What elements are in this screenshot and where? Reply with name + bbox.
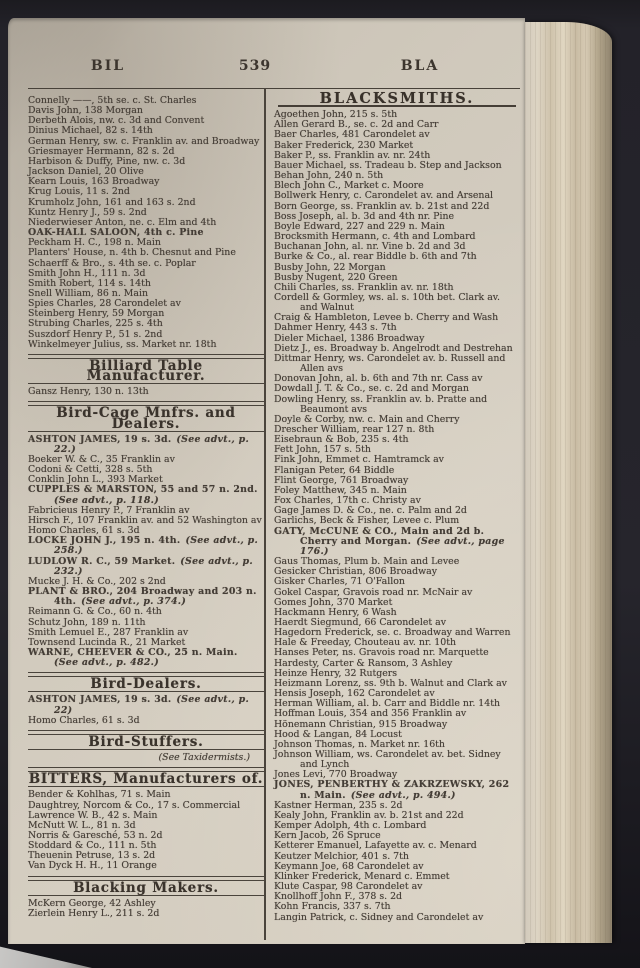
directory-entry: Donovan John, al. b. 6th and 7th nr. Cass av [274,373,483,385]
directory-entry: Doyle & Corby, nw. c. Main and Cherry [274,413,460,425]
directory-entry: Kern Jacob, 26 Spruce [274,830,381,842]
billiard-saloons-continued-list [28,96,264,350]
directory-entry: Niederwieser Anton, ne. c. Elm and 4th [28,216,217,228]
directory-entry: Allen Gerard B., se. c. 2d and Carr [274,119,439,131]
scanner-corner-artifact [0,942,92,968]
directory-entry: Lawrence W. B., 42 s. Main [28,809,158,821]
section-title: Bird-Stuffers. [88,733,204,750]
see-advt-note: (See advt., p. 374.) [76,596,187,608]
directory-entry: Hagedorn Frederick, se. c. Broadway and Warren [274,627,511,639]
section-cross-reference: (See Taxidermists.) [158,752,250,764]
directory-entry: McKern George, 42 Ashley [28,897,156,909]
directory-entry: LOCKE JOHN J., 195 n. 4th. (See advt., p. 258.) [28,535,259,557]
directory-entry: McNutt W. L., 81 n. 3d [28,819,136,831]
directory-entry: Derbeth Alois, nw. c. 3d and Convent [28,115,205,127]
directory-entry: Garlichs, Beck & Fisher, Levee c. Plum [274,515,460,527]
directory-entry: Krumholz John, 161 and 163 s. 2nd [28,196,196,208]
directory-entry: Blech John C., Market c. Moore [274,180,424,192]
directory-entry: Bender & Kohlhas, 71 s. Main [28,789,171,801]
directory-entry: Snell William, 86 n. Main [28,287,149,299]
directory-entry: GATY, McCUNE & CO., Main and 2d b. Cherry and Morgan. (See advt., page 176.) [274,525,505,557]
directory-entry: Jones Levi, 770 Broadway [274,769,398,781]
directory-entry: Born George, ss. Franklin av. b. 21st and 22d [274,200,490,212]
directory-entry: PLANT & BRO., 204 Broadway and 203 n. 4th. (See advt., p. 374.) [28,586,257,608]
directory-entry: WARNE, CHEEVER & CO., 25 n. Main. (See advt., p. 482.) [28,646,243,669]
directory-entry: Johnson William, ws. Carondelet av. bet. Sidney and Lynch [274,749,501,771]
directory-entry: Hönemann Christian, 915 Broadway [274,718,448,730]
section-title: Billiard Table Manufacturer. [86,357,206,385]
section-title: Blacking Makers. [73,879,219,896]
directory-entry: Kohn Francis, 337 s. 7th [274,901,391,913]
right-column [274,90,520,923]
directory-entry: Hensis Joseph, 162 Carondelet av [274,688,435,700]
directory-entry: Codoni & Cetti, 328 s. 5th [28,464,153,476]
directory-entry: Flanigan Peter, 64 Biddle [274,464,395,476]
directory-entry: Baker P., ss. Franklin av. nr. 24th [274,149,431,161]
see-advt-note: (See advt., p. 258.) [54,535,259,557]
directory-entry: Eisebraun & Bob, 235 s. 4th [274,434,409,446]
directory-entry: Brocksmith Hermann, c. 4th and Lombard [274,231,476,243]
directory-entry: Herman William, al. b. Carr and Biddle nr. 14th [274,698,501,710]
column-divider [264,88,266,940]
directory-entry: Jackson Daniel, 20 Olive [28,166,144,178]
directory-entry: ASHTON JAMES, 19 s. 3d. (See advt., p. 22.) [28,433,250,455]
header-left-guide: BIL [90,58,126,74]
directory-entry: Dowdall J. T. & Co., se. c. 2d and Morgan [274,383,469,395]
blacksmiths-heading: BLACKSMITHS. [278,94,516,107]
section-title: Bird-Dealers. [90,676,202,693]
directory-entry: Hale & Freeday, Chouteau av. nr. 10th [274,637,457,649]
directory-entry: Klute Caspar, 98 Carondelet av [274,881,423,893]
directory-entry: Townsend Lucinda R., 21 Market [28,636,186,648]
directory-entry: Kealy John, Franklin av. b. 21st and 22d [274,809,464,821]
header-rule [28,88,520,89]
directory-entry: Kearn Louis, 163 Broadway [28,176,160,188]
directory-entry: Kemper Adolph, 4th c. Lombard [274,820,427,832]
blacksmiths-list [274,110,520,923]
directory-entry: Boyle Edward, 227 and 229 n. Main [274,220,445,232]
directory-entry: Spies Charles, 28 Carondelet av [28,298,181,310]
directory-entry: Busby Nugent, 220 Green [274,271,398,283]
directory-section [28,730,264,763]
directory-entry: Hackmann Henry, 6 Wash [274,606,397,618]
directory-entry: Stoddard & Co., 111 n. 5th [28,840,157,852]
directory-section [28,767,264,871]
directory-section [28,876,264,919]
directory-entry: Drescher William, rear 127 n. 8th [274,424,435,435]
directory-entry: Van Dyck H. H., 11 Orange [28,860,157,872]
directory-entry: Haerdt Siegmund, 66 Carondelet av [274,616,447,628]
directory-entry: Zierlein Henry L., 211 s. 2d [28,907,160,919]
directory-entry: CUPPLES & MARSTON, 55 and 57 n. 2nd. (See advt., p. 118.) [28,484,263,506]
directory-entry: Klinker Frederick, Menard c. Emmet [274,870,450,882]
directory-entry: Fink John, Emmet c. Hamtramck av [274,454,444,466]
directory-entry: Gesicker Christian, 806 Broadway [274,566,438,578]
directory-entry: Dinius Michael, 82 s. 14th [28,125,153,137]
directory-entry: Smith John H., 111 n. 3d [28,267,146,279]
directory-entry: LUDLOW R. C., 59 Market. (See advt., p. 232.) [28,555,253,577]
directory-entry: Dieler Michael, 1386 Broadway [274,332,425,344]
directory-entry: Davis John, 138 Morgan [28,105,143,117]
directory-entry: Heizmann Lorenz, ss. 9th b. Walnut and Clark av [274,677,507,689]
directory-entry: Hardesty, Carter & Ransom, 3 Ashley [274,657,453,669]
directory-entry: Schaerff & Bro., s. 4th se. c. Poplar [28,257,196,269]
directory-entry: Kastner Herman, 235 s. 2d [274,799,403,811]
directory-entry: Bollwerk Henry, c. Carondelet av. and Arsenal [274,190,494,202]
directory-entry: JONES, PENBERTHY & ZAKRZEWSKY, 262 n. Main. (See advt., p. 494.) [274,779,510,801]
directory-entry: Norris & Garesché, 53 n. 2d [28,830,163,841]
directory-entry: Gokel Caspar, Gravois road nr. McNair av [274,586,473,598]
directory-entry: Agoethen John, 215 s. 5th [274,109,398,121]
directory-entry: Johnson Thomas, n. Market nr. 16th [274,738,445,750]
page-header [8,58,525,84]
directory-entry: Dietz J., es. Broadway b. Angelrodt and Destrehan [274,342,513,354]
see-advt-note: (See advt., p. 118.) [54,484,263,506]
directory-entry: Peckham H. C., 198 n. Main [28,237,161,249]
directory-section [28,401,264,668]
directory-entry: Homo Charles, 61 s. 3d [28,525,140,537]
see-advt-note: (See advt., p. 482.) [54,646,243,669]
directory-entry: Heinze Henry, 32 Rutgers [274,667,398,679]
directory-entry: Craig & Hambleton, Levee b. Cherry and Wash [274,312,499,324]
directory-entry: Baer Charles, 481 Carondelet av [274,129,430,141]
directory-entry: Boss Joseph, al. b. 3d and 4th nr. Pine [274,210,455,222]
directory-entry: Dittmar Henry, ws. Carondelet av. b. Russell and Allen avs [274,352,506,375]
left-column [28,96,264,919]
directory-entry: Buchanan John, al. nr. Vine b. 2d and 3d [274,241,466,253]
directory-entry: Harbison & Duffy, Pine, nw. c. 3d [28,155,186,167]
directory-entry: Bauer Michael, ss. Tradeau b. Step and Jackson [274,159,502,171]
left-sections [28,354,264,919]
directory-entry: Chili Charles, ss. Franklin av. nr. 18th [274,281,454,293]
directory-entry: Hanses Peter, ns. Gravois road nr. Marquette [274,647,489,659]
section-title: BITTERS, Manufacturers of. [28,771,264,788]
directory-section [28,354,264,397]
header-right-guide: BLA [400,58,440,74]
see-advt-note: (See advt., p. 232.) [54,555,253,577]
directory-entry: Hoffman Louis, 354 and 356 Franklin av [274,708,467,720]
directory-entry: German Henry, sw. c. Franklin av. and Broadway [28,135,260,147]
directory-entry: Smith Lemuel E., 287 Franklin av [28,626,189,638]
section-title: Bird-Cage Mnfrs. and Dealers. [56,405,236,432]
book-page-edges [525,22,612,943]
directory-section [28,672,264,726]
directory-entry: Homo Charles, 61 s. 3d [28,714,140,726]
directory-entry: Planters' House, n. 4th b. Chesnut and Pine [28,247,236,259]
directory-entry: Strubing Charles, 225 s. 4th [28,318,163,330]
directory-entry: Daughtrey, Norcom & Co., 17 s. Commercial [28,799,241,811]
directory-entry: Baker Frederick, 230 Market [274,139,414,151]
directory-entry: Busby John, 22 Morgan [274,261,386,273]
directory-entry: Behan John, 240 n. 5th [274,170,384,182]
page-number: 539 [238,58,272,74]
directory-entry: Schutz John, 189 n. 11th [28,616,146,628]
directory-entry: Dowling Henry, ss. Franklin av. b. Pratte and Beaumont avs [274,393,488,415]
directory-entry: Cordell & Gormley, ws. al. s. 10th bet. Clark av. and Walnut [274,291,500,314]
directory-entry: Suszdorf Henry P., 51 s. 2nd [28,328,163,340]
directory-entry: Ketterer Emanuel, Lafayette av. c. Menard [274,840,477,852]
directory-entry: Kuntz Henry J., 59 s. 2nd [28,206,147,218]
directory-entry: Gomes John, 370 Market [274,596,393,608]
directory-entry: Gansz Henry, 130 n. 13th [28,386,149,398]
directory-entry: Fabricieus Henry P., 7 Franklin av [28,504,190,516]
directory-entry: Connelly ——, 5th se. c. St. Charles [28,95,197,106]
see-advt-note: (See advt., p. 22.) [54,433,250,455]
see-advt-note: (See advt., page 176.) [300,535,505,557]
directory-entry: Fox Charles, 17th c. Christy av [274,495,421,507]
directory-page [8,18,525,944]
directory-entry: Winkelmeyer Julius, ss. Market nr. 18th [28,338,217,350]
directory-entry: Dahmer Henry, 443 s. 7th [274,322,397,334]
see-advt-note: (See advt., p. 494.) [345,789,456,801]
see-advt-note: (See advt., p. 22) [54,694,250,716]
directory-entry: Langin Patrick, c. Sidney and Carondelet av [274,911,484,923]
directory-entry: Steinberg Henry, 59 Morgan [28,308,165,320]
directory-entry: Keutzer Melchior, 401 s. 7th [274,850,409,862]
directory-entry: Hood & Langan, 84 Locust [274,728,402,740]
directory-entry: OAK-HALL SALOON, 4th c. Pine [28,227,204,239]
directory-entry: Smith Robert, 114 s. 14th [28,277,151,289]
directory-entry: Flint George, 761 Broadway [274,474,409,486]
directory-entry: Boeker W. & C., 35 Franklin av [28,454,175,465]
directory-entry: Burke & Co., al. rear Biddle b. 6th and 7th [274,251,477,263]
directory-entry: Keymann Joe, 68 Carondelet av [274,860,424,872]
directory-entry: Gage James D. & Co., ne. c. Palm and 2d [274,505,467,517]
directory-entry: Gisker Charles, 71 O'Fallon [274,576,405,588]
directory-entry: Gaus Thomas, Plum b. Main and Levee [274,556,460,568]
directory-entry: Reimann G. & Co., 60 n. 4th [28,606,162,618]
directory-entry: Krug Louis, 11 s. 2nd [28,186,130,198]
directory-entry: Mucke J. H. & Co., 202 s 2nd [28,575,166,587]
directory-entry: Hirsch F., 107 Franklin av. and 52 Washington av [28,514,262,526]
directory-entry: Knollhoff John F., 378 s. 2d [274,891,403,903]
directory-entry: Conklin John L., 393 Market [28,474,163,486]
directory-entry: Theuenin Petruse, 13 s. 2d [28,850,156,862]
directory-entry: Griesmayer Hermann, 82 s. 2d [28,145,175,157]
directory-entry: ASHTON JAMES, 19 s. 3d. (See advt., p. 22) [28,694,250,716]
directory-entry: Fett John, 157 s. 5th [274,444,371,456]
directory-entry: Foley Matthew, 345 n. Main [274,484,407,496]
